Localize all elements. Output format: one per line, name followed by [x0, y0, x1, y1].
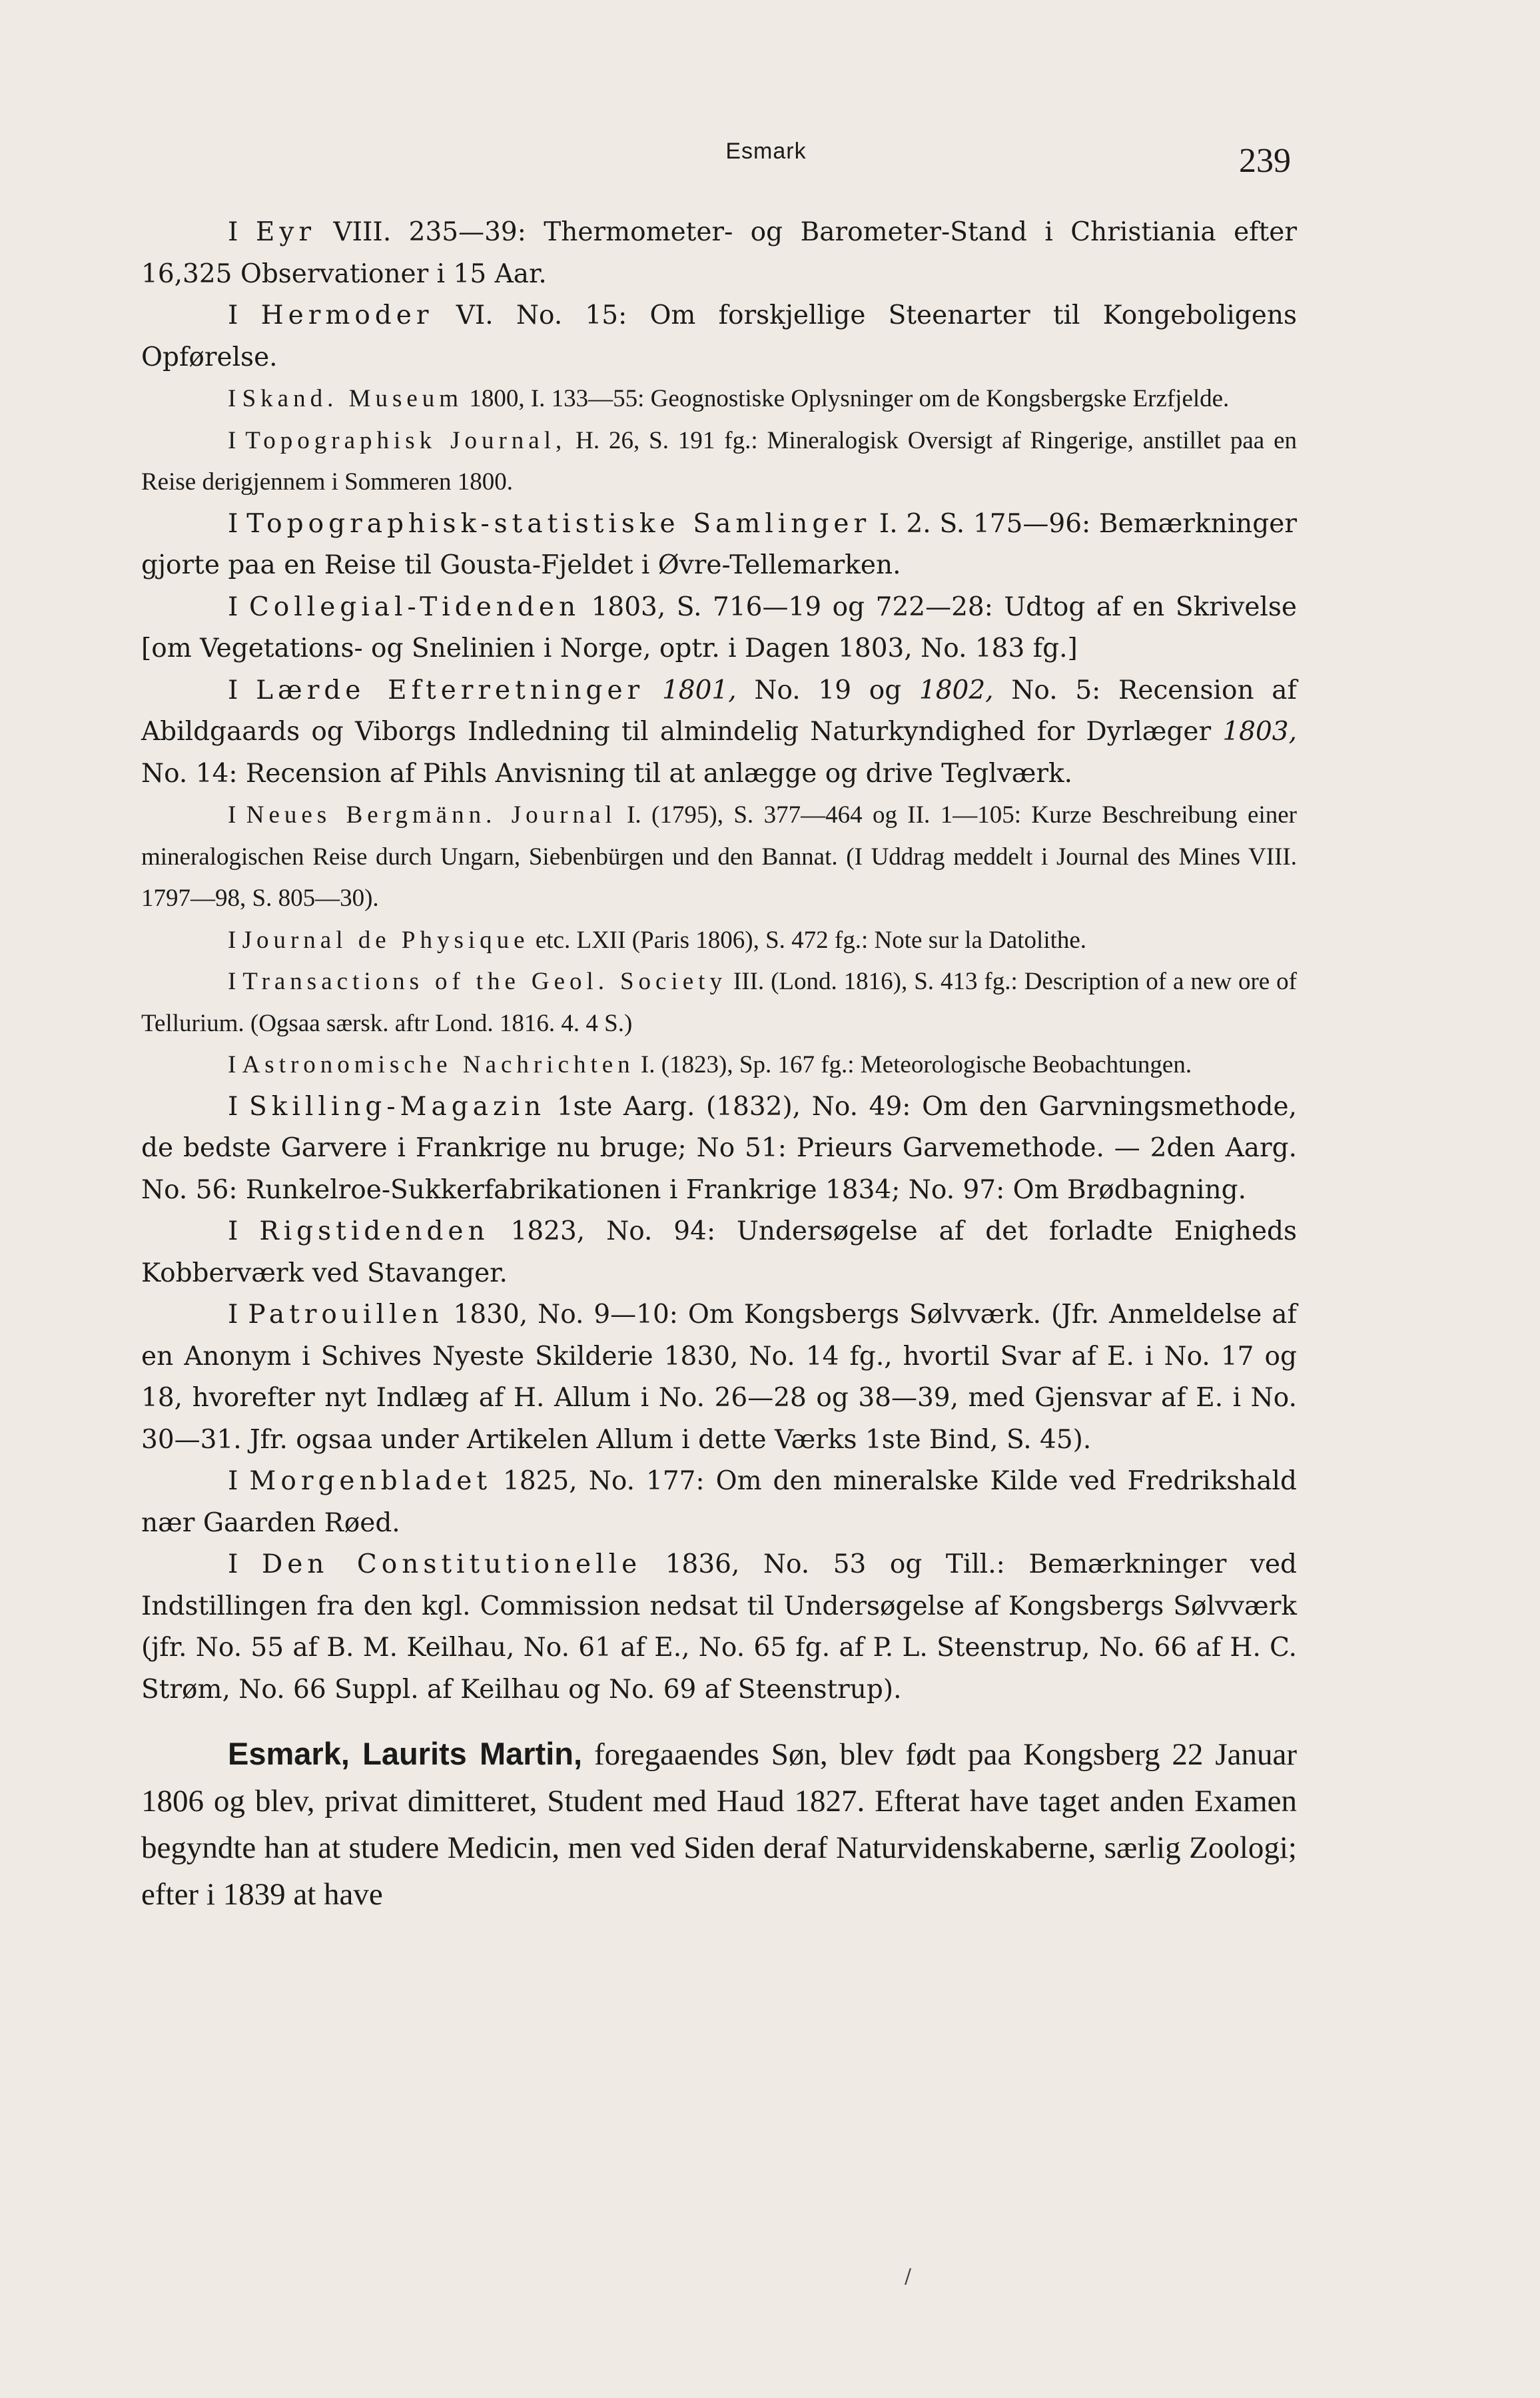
stray-mark: /	[905, 2265, 912, 2288]
bibliography-entry: I Transactions of the Geol. Society III. (Lond. 1816), S. 413 fg.: Description of a new ore of Tellurium. (Ogsaa særsk. aftr Lond. 1816. 4. 4 S.)	[141, 968, 1297, 1037]
bibliography-entry: I Lærde Efterretninger 1801, No. 19 og 1802, No. 5: Recension af Abildgaards og Viborgs Indledning til almindelig Naturkyndighed for Dyrlæger 1803, No. 14: Recension af Pihls Anvisning til at anlægge og drive Teglværk.	[141, 675, 1297, 789]
publication-title: Journal de Physique	[242, 926, 530, 954]
publication-title: Patrouillen	[248, 1300, 444, 1330]
publication-title: Eyr	[255, 217, 316, 247]
publication-title: Skilling-Magazin	[249, 1091, 546, 1122]
bibliography-entry: I Skand. Museum 1800, I. 133—55: Geognostiske Oplysninger om de Kongsbergske Erzfjelde.	[228, 385, 1230, 412]
biography-name: Esmark, Laurits Martin,	[228, 1736, 583, 1771]
publication-title: Topographisk Journal,	[245, 426, 567, 454]
bibliography-entry: I Astronomische Nachrichten I. (1823), Sp. 167 fg.: Meteorologische Beobachtungen.	[228, 1051, 1192, 1078]
bibliography-entry: I Morgenbladet 1825, No. 177: Om den mineralske Kilde ved Fredrikshald nær Gaarden Røed.	[141, 1466, 1297, 1538]
bibliography-entry: I Den Constitutionelle 1836, No. 53 og Till.: Bemærkninger ved Indstillingen fra den kgl. Commission nedsat til Undersøgelse af Kongsbergs Sølvværk (jfr. No. 55 af B. M. Keilhau, No. 61 af E., No. 65 fg. af P. L. Steenstrup, No. 66 af H. C. Strøm, No. 66 Suppl. af Keilhau og No. 69 af Steenstrup).	[141, 1549, 1297, 1705]
publication-title: Transactions of the Geol. Society	[242, 968, 727, 995]
publication-title: Collegial-Tidenden	[248, 592, 581, 622]
bibliography-entry: I Eyr VIII. 235—39: Thermometer- og Barometer-Stand i Christiania efter 16,325 Observationer i 15 Aar.	[141, 217, 1297, 289]
publication-title: Lærde Efterretninger	[256, 675, 645, 705]
bibliography-entry: I Neues Bergmänn. Journal I. (1795), S. 377—464 og II. 1—105: Kurze Beschreibung einer mineralogischen Reise durch Ungarn, Siebenbürgen und den Bannat. (I Uddrag meddelt i Journal des Mines VIII. 1797—98, S. 805—30).	[141, 801, 1297, 912]
bibliography-entry: I Topographisk Journal, H. 26, S. 191 fg.: Mineralogisk Oversigt af Ringerige, anstillet paa en Reise derigjennem i Sommeren 1800.	[141, 426, 1297, 496]
bibliography-entry: I Skilling-Magazin 1ste Aarg. (1832), No. 49: Om den Garvningsmethode, de bedste Garvere i Frankrige nu bruge; No 51: Prieurs Garvemethode. — 2den Aarg. No. 56: Runkelroe-Sukkerfabrikationen i Frankrige 1834; No. 97: Om Brødbagning.	[141, 1091, 1297, 1205]
bibliography-list	[141, 212, 1297, 1949]
year-italic: 1801,	[661, 675, 737, 705]
running-title: Esmark	[725, 139, 807, 164]
biography-paragraph: Esmark, Laurits Martin, foregaaendes Søn, blev født paa Kongsberg 22 Januar 1806 og blev, privat dimitteret, Student med Haud 1827. Efterat have taget anden Examen begyndte han at studere Medicin, men ved Siden deraf Naturvidenskaberne, særlig Zoologi; efter i 1839 at have	[141, 1736, 1298, 1912]
year-italic: 1802,	[919, 675, 994, 705]
publication-title: Rigstidenden	[259, 1216, 490, 1246]
publication-title: Neues Bergmänn. Journal	[246, 801, 617, 829]
bibliography-entry: I Patrouillen 1830, No. 9—10: Om Kongsbergs Sølvværk. (Jfr. Anmeldelse af en Anonym i Schives Nyeste Skilderie 1830, No. 14 fg., hvortil Svar af E. i No. 17 og 18, hvorefter nyt Indlæg af H. Allum i No. 26—28 og 38—39, med Gjensvar af E. i No. 30—31. Jfr. ogsaa under Artikelen Allum i dette Værks 1ste Bind, S. 45).	[141, 1300, 1297, 1455]
publication-title: Skand. Museum	[242, 385, 464, 412]
publication-title: Hermoder	[260, 300, 434, 330]
bibliography-entry: I Rigstidenden 1823, No. 94: Undersøgelse af det forladte Enigheds Kobberværk ved Stavanger.	[141, 1216, 1298, 1288]
bibliography-entry: I Collegial-Tidenden 1803, S. 716—19 og 722—28: Udtog af en Skrivelse [om Vegetations- og Snelinien i Norge, optr. i Dagen 1803, No. 183 fg.]	[141, 592, 1297, 663]
page-number: 239	[1239, 142, 1291, 180]
bibliography-entry: I Topographisk-statistiske Samlinger I. 2. S. 175—96: Bemærkninger gjorte paa en Reise til Gousta-Fjeldet i Øvre-Tellemarken.	[141, 508, 1297, 580]
bibliography-entry: I Journal de Physique etc. LXII (Paris 1806), S. 472 fg.: Note sur la Datolithe.	[228, 926, 1087, 954]
publication-title: Astronomische Nachrichten	[242, 1051, 635, 1078]
publication-title: Topographisk-statistiske Samlinger	[246, 508, 871, 539]
year-italic: 1803,	[1222, 717, 1297, 747]
publication-title: Morgenbladet	[249, 1466, 492, 1496]
publication-title: Den Constitutionelle	[261, 1549, 642, 1579]
bibliography-entry: I Hermoder VI. No. 15: Om forskjellige Steenarter til Kongeboligens Opførelse.	[141, 300, 1297, 372]
